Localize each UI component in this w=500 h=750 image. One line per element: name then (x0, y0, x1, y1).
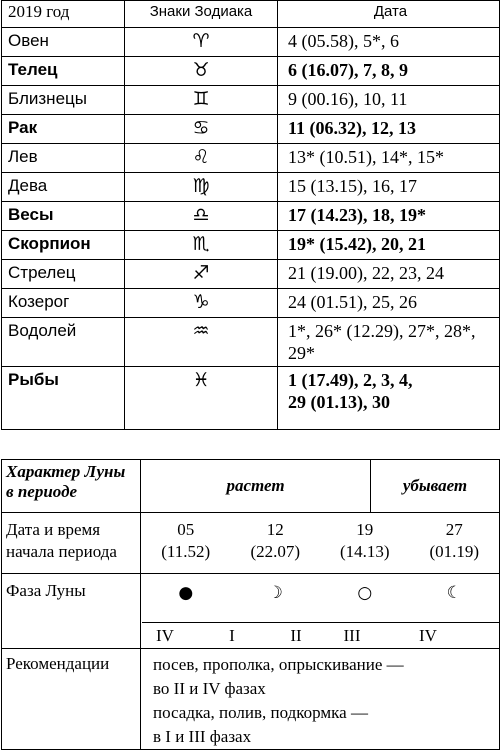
sign-name: Рак (2, 115, 125, 144)
sign-dates: 6 (16.07), 7, 8, 9 (278, 57, 500, 86)
period-1 (141, 519, 231, 563)
recommendation-line: во II и IV фазах (153, 679, 266, 698)
sign-name: Рыбы (2, 367, 125, 430)
sagittarius-icon: ♐︎ (192, 262, 210, 284)
period-4 (410, 519, 500, 563)
zodiac-row-pisces (2, 367, 500, 430)
zodiac-row-taurus (2, 57, 500, 86)
moon-character-row (2, 460, 500, 513)
sign-name: Лев (2, 144, 125, 173)
recommendation-line: в I и III фазах (153, 727, 252, 746)
dates-line-2: 29 (01.13), 30 (288, 392, 390, 412)
sign-name: Овен (2, 28, 125, 57)
period-time: (11.52) (161, 542, 211, 561)
period-time: (01.19) (429, 542, 480, 561)
moon-table (1, 459, 500, 750)
quarter-numerals (1, 622, 499, 648)
growing-label: растет (141, 460, 371, 513)
zodiac-row-scorpio (2, 231, 500, 260)
sign-name: Водолей (2, 318, 125, 367)
period-dates (141, 513, 500, 574)
waning-label: убывает (371, 460, 500, 513)
zodiac-table (1, 0, 500, 430)
recommendations-row (2, 649, 500, 750)
period-3 (320, 519, 410, 563)
sign-name: Козерог (2, 289, 125, 318)
recommendations-text (141, 649, 500, 750)
sign-dates (278, 367, 500, 430)
last-quarter-moon-icon: ☾ (446, 583, 462, 603)
sign-name: Дева (2, 173, 125, 202)
period-dates-label: Дата и время начала периода (2, 513, 141, 574)
sign-name: Скорпион (2, 231, 125, 260)
sign-dates: 24 (01.51), 25, 26 (278, 289, 500, 318)
sign-name: Близнецы (2, 86, 125, 115)
period-2 (231, 519, 321, 563)
sign-dates (278, 318, 500, 367)
first-quarter-moon-icon: ☽ (267, 583, 283, 603)
dates-line-1: 1*, 26* (12.29), 27*, 28*, (288, 321, 476, 341)
leo-icon: ♌︎ (192, 146, 210, 168)
gemini-icon: ♊︎ (192, 88, 210, 110)
zodiac-row-sagittarius (2, 260, 500, 289)
new-moon-icon: ● (178, 583, 194, 603)
sign-name: Стрелец (2, 260, 125, 289)
dates-line-2: 29* (288, 343, 315, 363)
taurus-icon: ♉︎ (192, 59, 210, 81)
sign-dates: 17 (14.23), 18, 19* (278, 202, 500, 231)
recommendation-line: посев, прополка, опрыскивание — (153, 655, 404, 674)
aries-icon: ♈︎ (192, 30, 210, 52)
year-header: 2019 год (2, 1, 125, 28)
sign-dates: 13* (10.51), 14*, 15* (278, 144, 500, 173)
recommendation-line: посадка, полив, подкормка — (153, 703, 368, 722)
period-dates-row (2, 513, 500, 574)
sign-dates: 19* (15.42), 20, 21 (278, 231, 500, 260)
period-day: 05 (177, 520, 195, 539)
sign-name: Телец (2, 57, 125, 86)
zodiac-row-libra (2, 202, 500, 231)
quarter-label: II (290, 625, 302, 645)
sign-dates: 4 (05.58), 5*, 6 (278, 28, 500, 57)
quarter-label: IV (419, 625, 437, 645)
moon-phase-label: Фаза Луны (2, 574, 141, 649)
signs-header: Знаки Зодиака (125, 1, 278, 28)
sign-name: Весы (2, 202, 125, 231)
pisces-icon: ♓︎ (192, 369, 210, 391)
virgo-icon: ♍︎ (192, 175, 210, 197)
period-time: (22.07) (250, 542, 301, 561)
zodiac-row-aquarius (2, 318, 500, 367)
quarter-label: IV (156, 625, 174, 645)
zodiac-row-capricorn (2, 289, 500, 318)
recommendations-label: Рекомендации (2, 649, 141, 750)
aquarius-icon: ♒︎ (192, 320, 210, 342)
period-day: 27 (445, 520, 463, 539)
zodiac-row-virgo (2, 173, 500, 202)
zodiac-header-row (2, 1, 500, 28)
scorpio-icon: ♏︎ (192, 233, 210, 255)
zodiac-row-gemini (2, 86, 500, 115)
sign-dates: 15 (13.15), 16, 17 (278, 173, 500, 202)
zodiac-row-aries (2, 28, 500, 57)
period-day: 12 (266, 520, 284, 539)
date-header: Дата (278, 1, 500, 28)
quarter-label: III (343, 625, 361, 645)
zodiac-row-leo (2, 144, 500, 173)
period-day: 19 (356, 520, 374, 539)
libra-icon: ♎︎ (192, 204, 210, 226)
sign-dates: 21 (19.00), 22, 23, 24 (278, 260, 500, 289)
period-time: (14.13) (339, 542, 390, 561)
cancer-icon: ♋︎ (192, 117, 210, 139)
zodiac-row-cancer (2, 115, 500, 144)
moon-character-label: Характер Луны в периоде (2, 460, 141, 513)
quarter-label: I (229, 625, 235, 645)
sign-dates: 11 (06.32), 12, 13 (278, 115, 500, 144)
capricorn-icon: ♑︎ (192, 291, 210, 313)
dates-line-1: 1 (17.49), 2, 3, 4, (288, 370, 413, 390)
full-moon-icon: ○ (357, 583, 373, 603)
sign-dates: 9 (00.16), 10, 11 (278, 86, 500, 115)
